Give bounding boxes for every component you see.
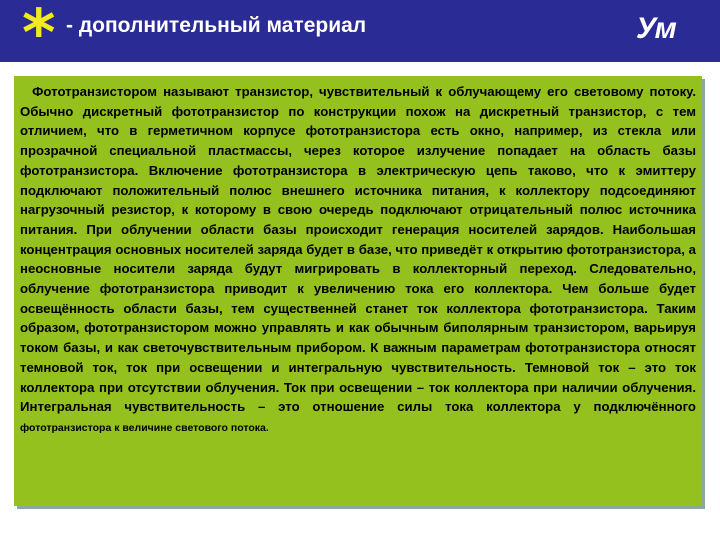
main-text: Фототранзистором называют транзистор, чувствительный к облучающему его световому потоку. Обычно дискретный фототранзистор по конструкции похож на дискретный транзистор, с тем отличием, что в герметичном корпусе фототранзистора есть окно, например, из стекла или прозрачной специальной пластмассы, через которое излучение попадает на область базы фототранзистора. Включение фототранзистора в электрическую цепь таково, что к эмиттеру подключают положительный полюс внешнего источника питания, к коллектору подсоединяют нагрузочный резистор, к которому в свою очередь подключают отрицательный полюс источника питания. При облучении области базы происходит генерация носителей зарядов. Наибольшая концентрация основных носителей заряда будет в базе, что приведёт к открытию фототранзистора, а неосновные носители заряда будут мигрировать в коллекторный переход. Следовательно, облучение фототранзистора приводит к увеличению тока его коллектора. Чем больше будет освещённость области базы, тем существенней станет ток коллектора фототранзистора. Таким образом, фототранзистором можно управлять и как обычным биполярным транзистором, варьируя током базы, и как светочувствительным прибором. К важным параметрам фототранзистора относят темновой ток, ток при освещении и интегральную чувствительность. Темновой ток – это ток коллектора при отсутствии облучения. Ток при освещении – ток коллектора при наличии облучения. Интегральная чувствительность – это отношение силы тока коллектора у подключённого [20, 84, 697, 415]
content-panel [14, 76, 702, 506]
paragraph [20, 82, 696, 439]
page-title: - дополнительный материал [66, 14, 367, 37]
header-bar [0, 0, 720, 71]
tail-text: фототранзистора к величине светового потока. [20, 421, 269, 434]
body-text [20, 82, 696, 439]
asterisk-marker: * [22, 0, 56, 71]
logo: Ум [636, 12, 676, 45]
